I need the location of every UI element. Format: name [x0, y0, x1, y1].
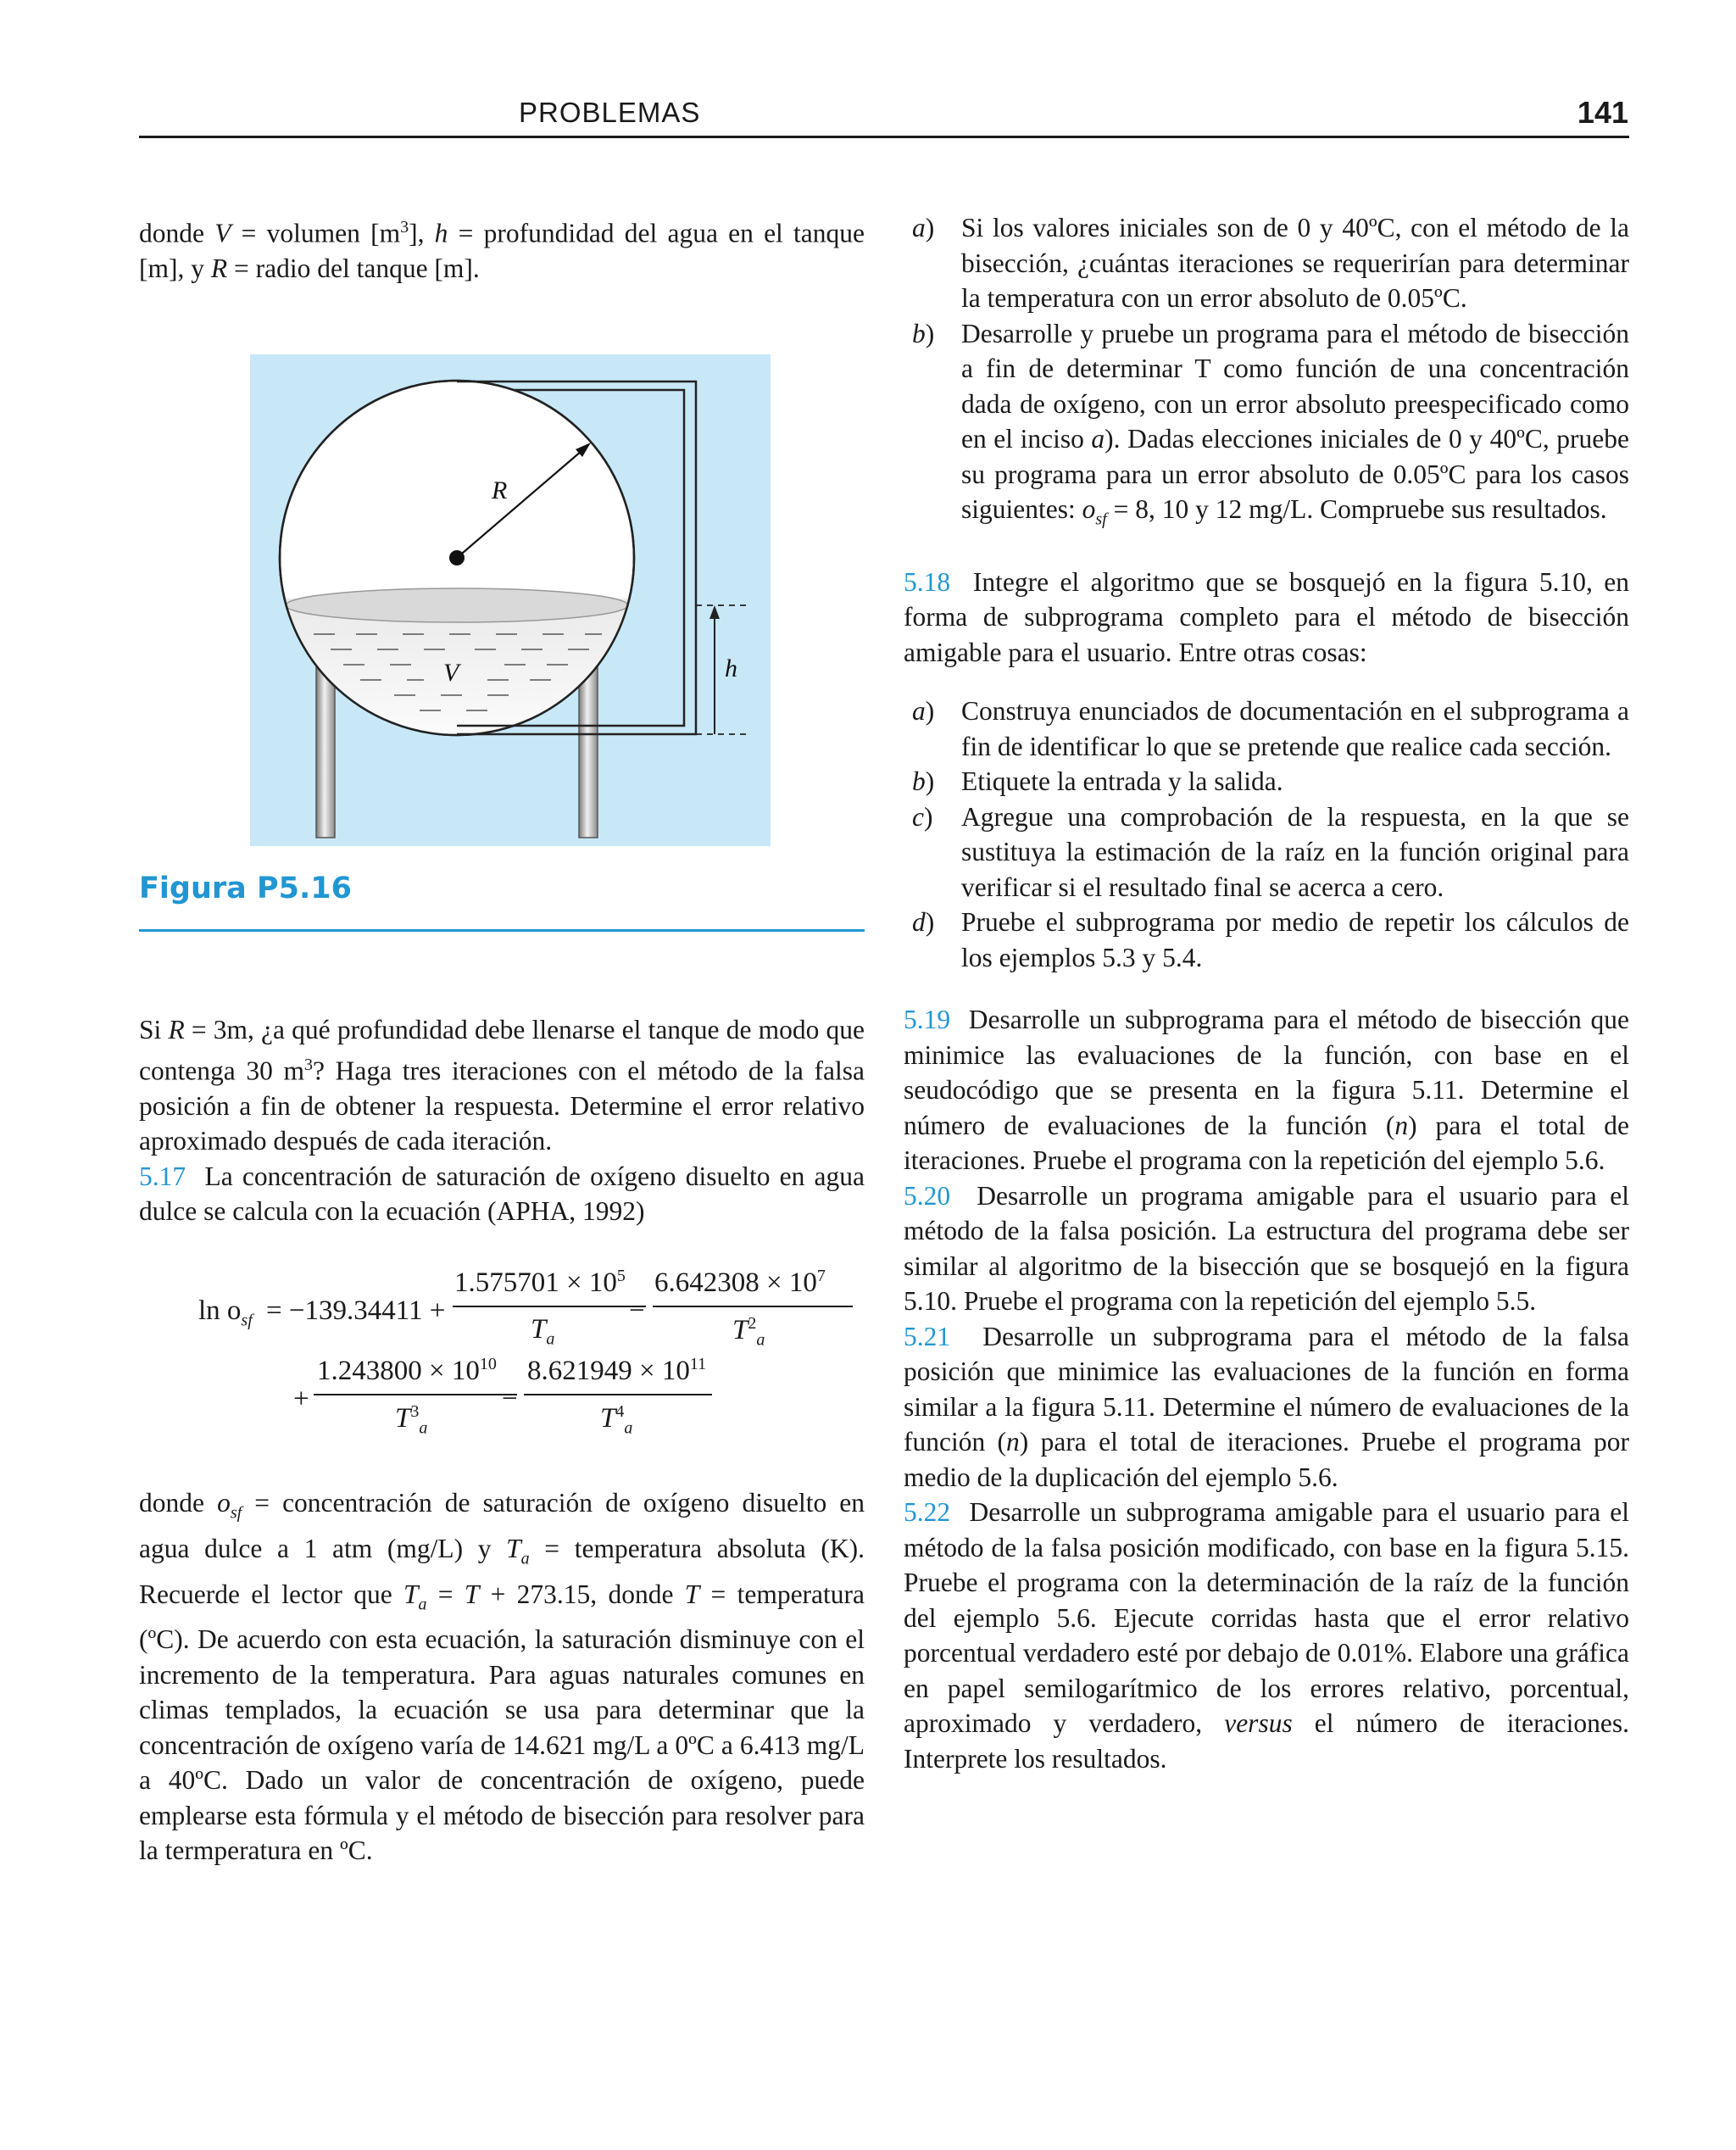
header-rule	[139, 136, 1629, 138]
label-h: h	[725, 654, 737, 682]
figure-caption: Figura P5.16	[139, 872, 352, 905]
problem-5-17-part-b: b) Desarrolle y pruebe un programa para el método de bisección a fin de determinar T como función de una concentración dada de oxígeno, con un error absoluto preespecificado como en el inciso a). Dadas elecciones iniciales de 0 y 40ºC, pruebe su programa para un error absoluto de 0.05ºC para los casos siguientes: $o_{sf} = 8$, 10 y 12 mg/L. Compruebe sus resultados.	[912, 318, 1630, 529]
label-V: V	[443, 659, 459, 687]
right-column	[904, 210, 1629, 1776]
label-R: R	[492, 476, 508, 504]
problem-5-20: 5.20 Desarrolle un programa amigable para el usuario para el método de la falsa posición. La estructura del programa debe ser similar al algoritmo de la bisección que se bosquejó en la figura 5.10. Pruebe el programa con la repetición del ejemplo 5.5.	[904, 1180, 1629, 1317]
problem-5-18-part-a: a) Construya enunciados de documentación en el subprograma a fin de identificar lo que se pretende que realice cada sección.	[912, 696, 1629, 761]
problem-5-21: 5.21 Desarrolle un subprograma para el método de la falsa posición que minimice las evaluaciones de la función en forma similar a la figura 5.11. Determine el número de evaluaciones de la función (n) para el total de iteraciones. Pruebe el programa por medio de la duplicación del ejemplo 5.6.	[904, 1321, 1629, 1492]
problem-5-17-part-a: a) Si los valores iniciales son de 0 y 40ºC, con el método de la bisección, ¿cuántas iteraciones se requerirían para determinar la temperatura con un error absoluto de 0.05ºC.	[912, 213, 1629, 313]
water-surface	[286, 588, 628, 622]
figure-intro-text: donde V = volumen $[m^3]$, h = profundidad del agua en el tanque [m], y R = radio del tanque [m].	[139, 218, 865, 283]
page-number: 141	[1577, 95, 1628, 130]
problem-5-18-part-d: d) Pruebe el subprograma por medio de repetir los cálculos de los ejemplos 5.3 y 5.4.	[912, 907, 1629, 972]
tank-figure	[250, 354, 771, 846]
problem-5-22: 5.22 Desarrolle un subprograma amigable para el usuario para el método de la falsa posición modificado, con base en la figura 5.15. Pruebe el programa con la determinación de la raíz de la función del ejemplo 5.6. Ejecute corridas hasta que el error relativo porcentual verdadero esté por debajo de 0.01%. Elabore una gráfica en papel semilogarítmico de los errores relativo, porcentual, aproximado y verdadero, versus el número de iteraciones. Interprete los resultados.	[904, 1497, 1629, 1774]
running-head: PROBLEMAS	[519, 97, 701, 128]
caption-rule	[139, 929, 865, 932]
problem-5-18-part-c: c) Agregue una comprobación de la respuesta, en la que se sustituya la estimación de la raíz en la función original para verificar si el resultado final se acerca a cero.	[912, 801, 1629, 902]
problem-5-19: 5.19 Desarrolle un subprograma para el método de bisección que minimice las evaluaciones de la función, con base en el seudocódigo que se presenta en la figura 5.11. Determine el número de evaluaciones de la función (n) para el total de iteraciones. Pruebe el programa con la repetición del ejemplo 5.6.	[904, 1005, 1629, 1176]
problem-5-17-continued: donde $o_{sf}$ = concentración de saturación de oxígeno disuelto en agua dulce a 1 atm (mg/L) y $T_a$ = temperatura absoluta (K). Recuerde el lector que $T_a = T + 273.15$, donde T = temperatura (ºC). De acuerdo con esta ecuación, la saturación disminuye con el incremento de la temperatura. Para aguas naturales comunes en climas templados, la ecuación se usa para determinar que la concentración de oxígeno varía de 14.621 mg/L a 0ºC a 6.413 mg/L a 40ºC. Dado un valor de concentración de oxígeno, puede emplearse esta fórmula y el método de bisección para resolver para la termperatura en ºC.	[139, 1488, 865, 1866]
oxygen-equation: $\ln o_{sf}$ = −139.34411 + $1.575701 \times 10^5$ $T_a$ − $6.642308 \times 10^7$ $T^2_a$ + $1.243800 \times 10^{10}$ $T^3_a$ − $8.621949 \times 10^{11}$ $T^4_a$	[139, 1263, 865, 1458]
problem-5-18: 5.18 Integre el algoritmo que se bosquejó en la figura 5.10, en forma de subprograma completo para el método de bisección amigable para el usuario. Entre otras cosas:	[904, 566, 1629, 667]
problem-5-16-text: Si R = 3m, ¿a qué profundidad debe llenarse el tanque de modo que contenga 30 $m^3$? Haga tres iteraciones con el método de la falsa posición a fin de obtener la respuesta. Determine el error relativo aproximado después de cada iteración. 5.17 La concentración de saturación de oxígeno disuelto en agua dulce se calcula con la ecuación (APHA, 1992)	[139, 1015, 865, 1226]
tank-diagram	[250, 354, 771, 846]
problem-5-18-part-b: b) Etiquete la entrada y la salida.	[912, 766, 1283, 797]
